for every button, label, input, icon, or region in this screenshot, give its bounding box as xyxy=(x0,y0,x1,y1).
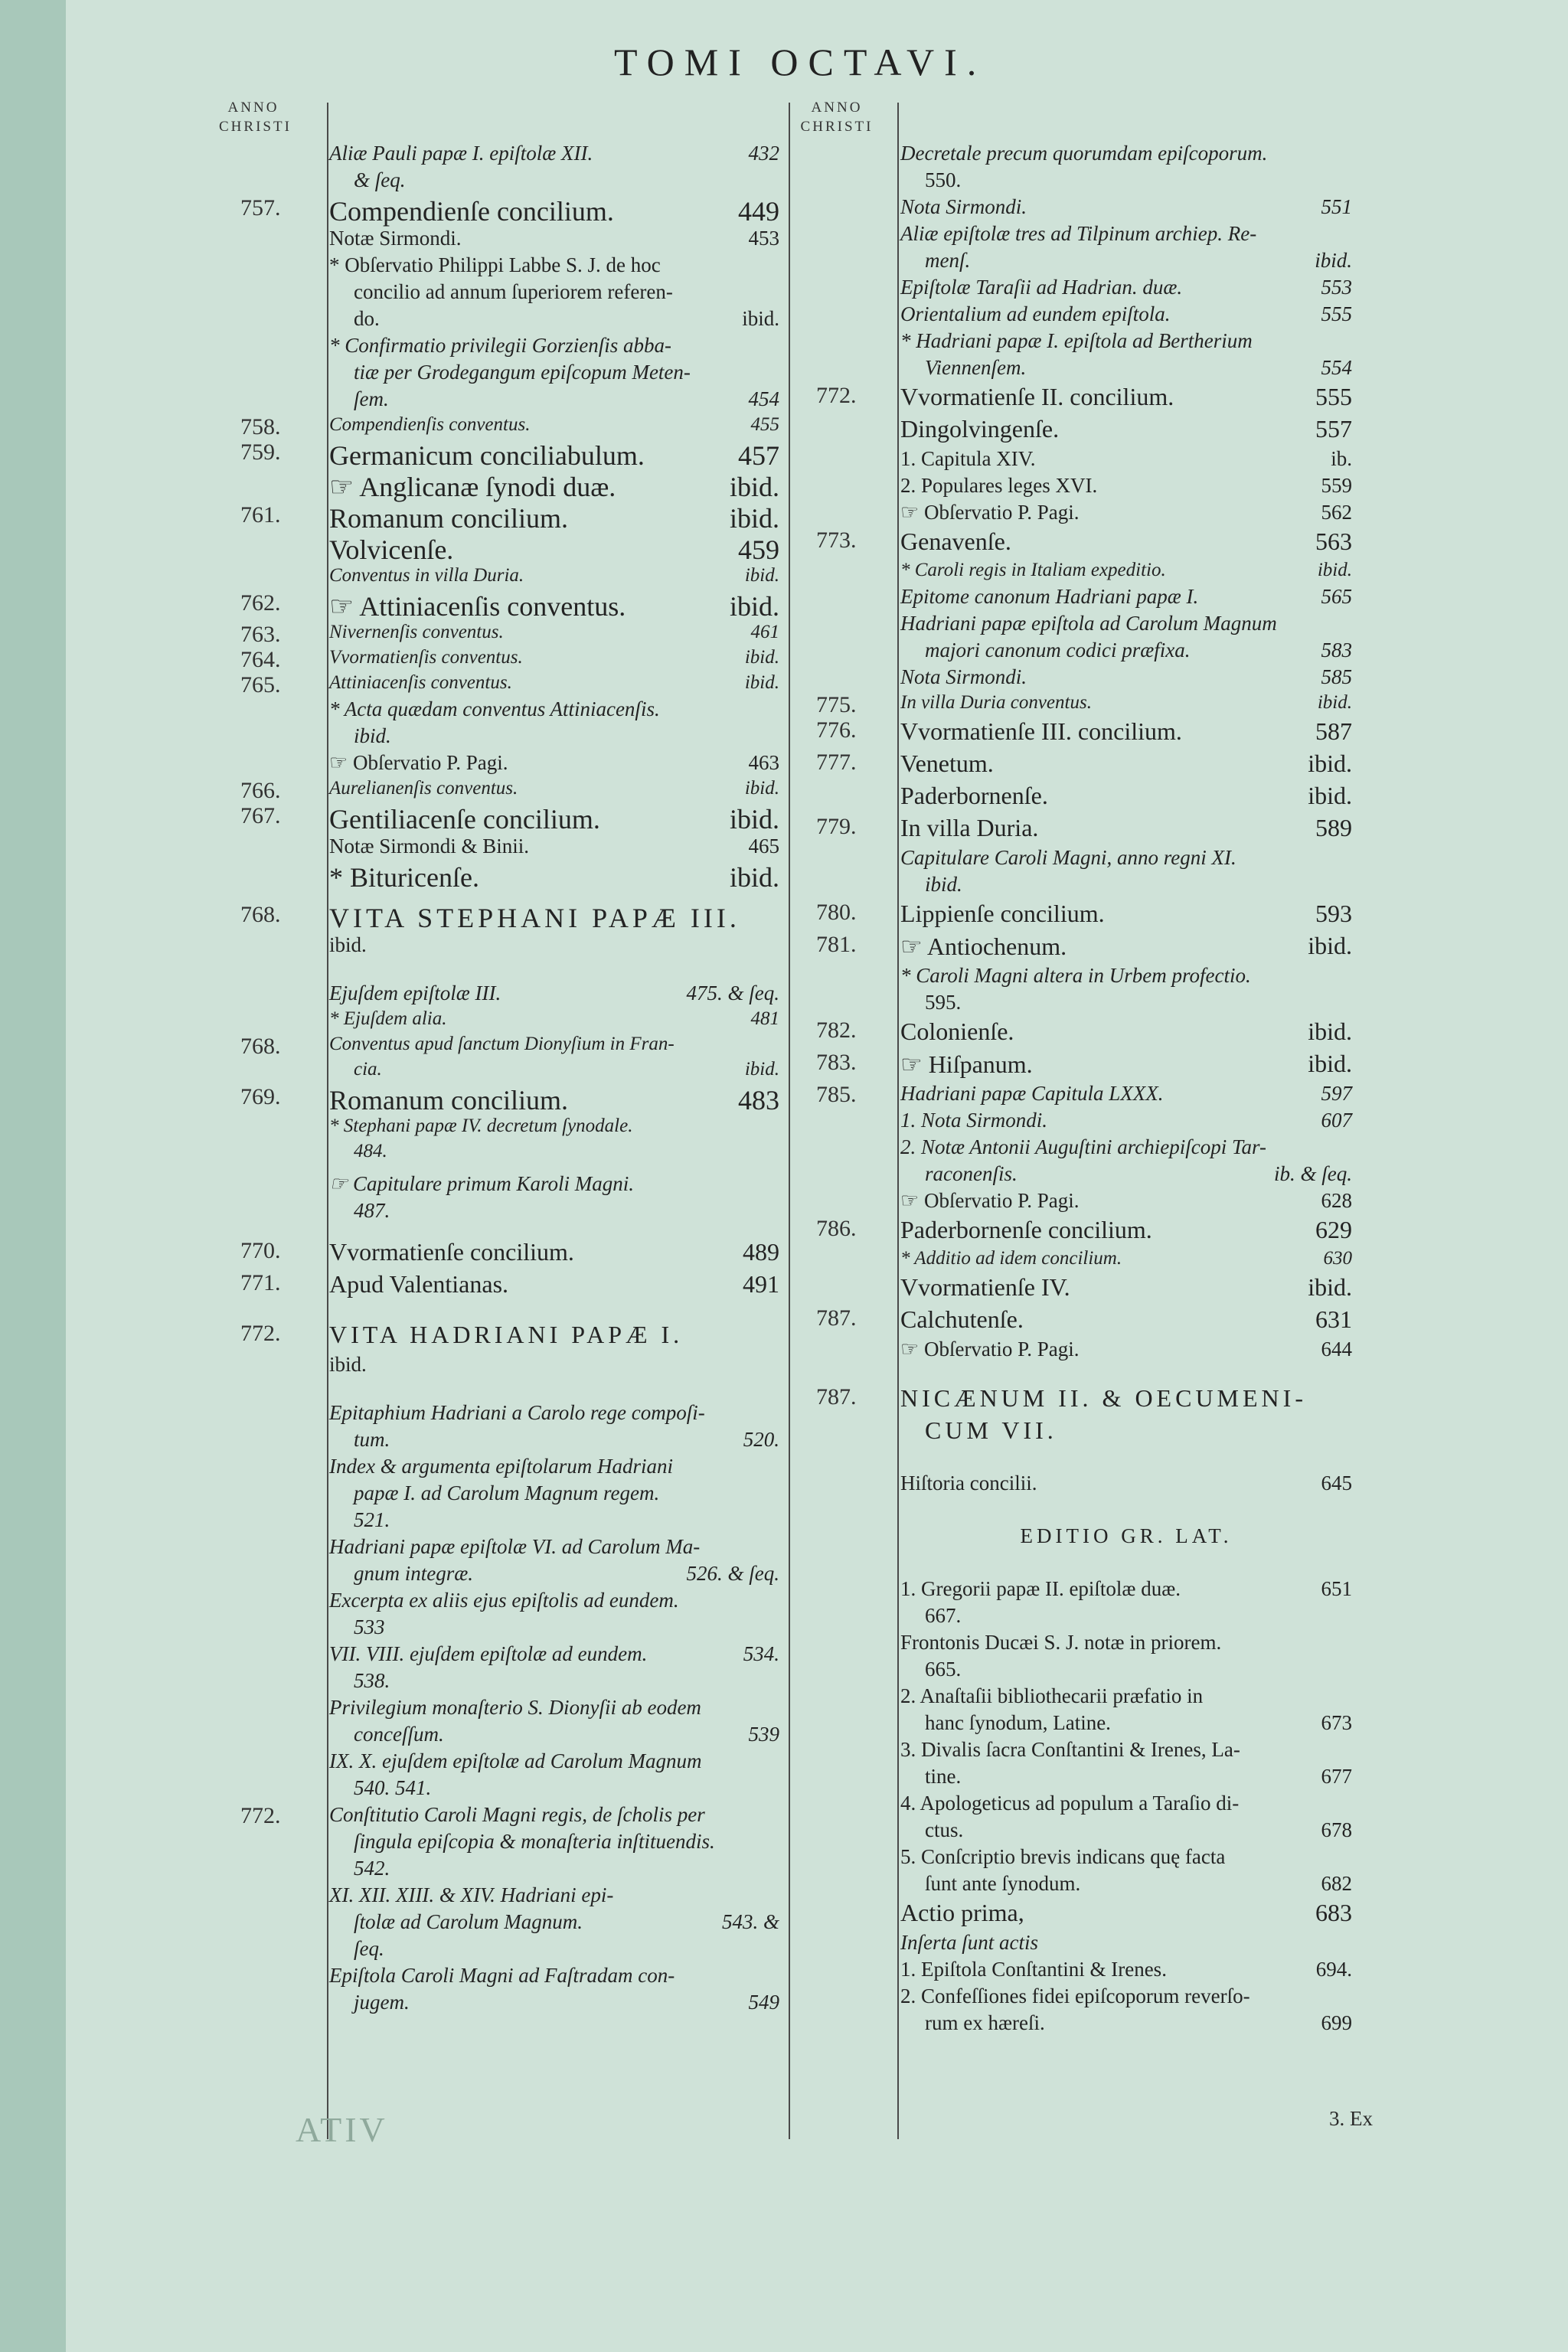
entry-page-number: 526. & ſeq. xyxy=(686,1562,779,1585)
entry-page-number: 593 xyxy=(1315,900,1352,927)
bleed-through-text: ATIV xyxy=(296,2110,388,2149)
entry-page-number: 539 xyxy=(748,1723,779,1746)
entry-title: ☞ Obſervatio P. Pagi. xyxy=(900,1338,1080,1361)
entry-title: In villa Duria conventus. xyxy=(900,692,1092,713)
entry-title: Gentiliacenſe concilium. xyxy=(329,804,600,835)
entry-title: 540. 541. xyxy=(354,1776,432,1799)
entry-title: * Caroli Magni altera in Urbem profectio. xyxy=(900,964,1251,987)
entry-year: 762. xyxy=(240,590,281,616)
entry-page-number: 555 xyxy=(1321,302,1352,325)
entry-year: 763. xyxy=(240,622,281,647)
entry-title: Actio prima, xyxy=(900,1899,1024,1926)
entry-page-number: ibid. xyxy=(1308,750,1352,777)
entry-page-number: 630 xyxy=(1323,1248,1352,1269)
entry-title: Calchutenſe. xyxy=(900,1305,1024,1333)
entry-title: Vvormatienſe IV. xyxy=(900,1273,1070,1301)
entry-title: ☞ Obſervatio P. Pagi. xyxy=(900,1189,1080,1212)
entry-title: * Ejuſdem alia. xyxy=(329,1008,447,1029)
entry-page-number: 585 xyxy=(1321,665,1352,688)
entry-year: 769. xyxy=(240,1084,281,1109)
entry-title: tine. xyxy=(925,1765,962,1788)
entry-page-number: 583 xyxy=(1321,639,1352,662)
entry-title: Vvormatienſe concilium. xyxy=(329,1238,574,1266)
entry-title: * Obſervatio Philippi Labbe S. J. de hoc xyxy=(329,253,661,276)
entry-year: 787. xyxy=(816,1384,857,1410)
entry-title: Venetum. xyxy=(900,750,994,777)
entry-title: Paderbornenſe concilium. xyxy=(900,1216,1152,1243)
entry-page-number: ibid. xyxy=(1308,782,1352,809)
entry-year: 761. xyxy=(240,502,281,528)
entry-year: 775. xyxy=(816,692,857,717)
entry-title: Privilegium monaſterio S. Dionyſii ab eodem xyxy=(329,1696,701,1719)
entry-title: Aurelianenſis conventus. xyxy=(329,778,518,799)
entry-title: Viennenſem. xyxy=(925,356,1027,379)
entry-title: 1. Capitula XIV. xyxy=(900,447,1036,470)
entry-page-number: ibid. xyxy=(744,1059,779,1080)
entry-title: Vvormatienſe III. concilium. xyxy=(900,717,1182,745)
entry-title: Conventus in villa Duria. xyxy=(329,565,524,586)
entry-year: 786. xyxy=(816,1216,857,1241)
entry-year: 767. xyxy=(240,803,281,828)
entry-title: VITA STEPHANI PAPÆ III. xyxy=(329,903,740,933)
entry-page-number: ib. & ſeq. xyxy=(1274,1162,1352,1185)
entry-title: 665. xyxy=(925,1658,962,1681)
entry-year: 779. xyxy=(816,814,857,839)
entry-title: 1. Nota Sirmondi. xyxy=(900,1109,1048,1132)
entry-title: ☞ Obſervatio P. Pagi. xyxy=(900,501,1080,524)
entry-page-number: ibid. xyxy=(744,672,779,693)
entry-title: ☞ Hiſpanum. xyxy=(900,1050,1033,1078)
entry-title: 484. xyxy=(354,1141,387,1161)
entry-title: ibid. xyxy=(329,1353,367,1376)
entry-page-number: 432 xyxy=(748,142,779,165)
entry-page-number: 694. xyxy=(1315,1958,1352,1981)
entry-title: Volvicenſe. xyxy=(329,534,454,565)
entry-page-number: 678 xyxy=(1321,1818,1352,1841)
entry-title: Decretale precum quorumdam epiſcoporum. xyxy=(900,142,1268,165)
entry-title: & ſeq. xyxy=(354,168,406,191)
entry-page-number: 459 xyxy=(738,534,779,565)
entry-page-number: 554 xyxy=(1321,356,1352,379)
entry-title: gnum integræ. xyxy=(354,1562,474,1585)
entry-page-number: ibid. xyxy=(729,804,779,835)
entry-title: Excerpta ex aliis ejus epiſtolis ad eundem. xyxy=(329,1589,679,1612)
entry-title: Compendienſe concilium. xyxy=(329,196,614,227)
entry-title: Nota Sirmondi. xyxy=(900,195,1027,218)
entry-page-number: 551 xyxy=(1321,195,1352,218)
entry-title: do. xyxy=(354,307,380,330)
entry-page-number: 645 xyxy=(1321,1472,1352,1494)
entry-page-number: 491 xyxy=(743,1270,779,1298)
entry-page-number: 597 xyxy=(1321,1082,1352,1105)
entry-page-number: 463 xyxy=(748,751,779,774)
entry-title: 2. Confeſſiones fidei epiſcoporum reverſo- xyxy=(900,1984,1250,2007)
entry-page-number: ibid. xyxy=(729,591,779,622)
entry-title: NICÆNUM II. & OECUMENI- xyxy=(900,1384,1307,1412)
entry-title: Hiſtoria concilii. xyxy=(900,1472,1037,1494)
entry-page-number: 677 xyxy=(1321,1765,1352,1788)
entry-page-number: 651 xyxy=(1321,1577,1352,1600)
entry-page-number: 557 xyxy=(1315,415,1352,443)
entry-title: papæ I. ad Carolum Magnum regem. xyxy=(354,1481,660,1504)
right-year-header: ANNO CHRISTI xyxy=(800,100,874,135)
entry-year: 787. xyxy=(816,1305,857,1331)
entry-page-number: 455 xyxy=(750,414,779,435)
entry-page-number: ibid. xyxy=(744,778,779,799)
entry-page-number: 699 xyxy=(1321,2011,1352,2034)
entry-title: * Bituricenſe. xyxy=(329,862,479,893)
entry-title: CUM VII. xyxy=(925,1416,1057,1444)
entry-title: Hadriani papæ epiſtolæ VI. ad Carolum Ma- xyxy=(329,1535,701,1558)
entry-title: IX. X. ejuſdem epiſtolæ ad Carolum Magnum xyxy=(329,1749,702,1772)
entry-year: 771. xyxy=(240,1270,281,1295)
entry-page-number: 631 xyxy=(1315,1305,1352,1333)
entry-title: Conſtitutio Caroli Magni regis, de ſcholis per xyxy=(329,1803,705,1826)
entry-page-number: 553 xyxy=(1321,276,1352,299)
entry-title: hanc ſynodum, Latine. xyxy=(925,1711,1111,1734)
entry-page-number: ibid. xyxy=(1308,1050,1352,1077)
entry-page-number: 565 xyxy=(1321,585,1352,608)
entry-title: Paderbornenſe. xyxy=(900,782,1048,809)
entry-page-number: 559 xyxy=(1321,474,1352,497)
entry-title: Germanicum conciliabulum. xyxy=(329,440,645,471)
entry-title: Epitaphium Hadriani a Carolo rege compoſi- xyxy=(329,1401,705,1424)
entry-title: * Confirmatio privilegii Gorzienſis abba- xyxy=(329,334,672,357)
entry-title: raconenſis. xyxy=(925,1162,1018,1185)
entry-title: Vvormatienſis conventus. xyxy=(329,647,523,668)
entry-title: ibid. xyxy=(354,724,391,747)
entry-page-number: 520. xyxy=(743,1428,779,1451)
entry-page-number: 628 xyxy=(1321,1189,1352,1212)
entry-page-number: 449 xyxy=(738,196,779,227)
entry-title: 1. Epiſtola Conſtantini & Irenes. xyxy=(900,1958,1167,1981)
entry-title: ☞ Obſervatio P. Pagi. xyxy=(329,751,508,774)
entry-page-number: ibid. xyxy=(744,565,779,586)
entry-page-number: 607 xyxy=(1321,1109,1352,1132)
entry-title: Romanum concilium. xyxy=(329,1085,568,1116)
left-year-header: ANNO CHRISTI xyxy=(219,100,292,135)
entry-title: Conventus apud ſanctum Dionyſium in Fran- xyxy=(329,1034,675,1054)
entry-year: 758. xyxy=(240,414,281,439)
entry-title: 667. xyxy=(925,1604,962,1627)
entry-year: 770. xyxy=(240,1238,281,1263)
entry-title: Ejuſdem epiſtolæ III. xyxy=(329,982,501,1004)
entry-title: Capitulare Caroli Magni, anno regni XI. xyxy=(900,846,1236,869)
entry-year: 768. xyxy=(240,902,281,927)
entry-title: 538. xyxy=(354,1669,390,1692)
entry-title: 487. xyxy=(354,1199,390,1222)
catchword: 3. Ex xyxy=(1329,2107,1373,2130)
entry-title: Index & argumenta epiſtolarum Hadriani xyxy=(329,1455,673,1478)
entry-title: Epiſtolæ Taraſii ad Hadrian. duæ. xyxy=(900,276,1183,299)
entry-page-number: 683 xyxy=(1315,1899,1352,1926)
entry-year: 772. xyxy=(240,1321,281,1346)
entry-title: Romanum concilium. xyxy=(329,503,568,534)
entry-title: Aliæ Pauli papæ I. epiſtolæ XII. xyxy=(329,142,593,165)
entry-page-number: 589 xyxy=(1315,814,1352,841)
entry-title: 2. Anaſtaſii bibliothecarii præfatio in xyxy=(900,1684,1204,1707)
entry-year: 772. xyxy=(816,383,857,408)
entry-title: ſingula epiſcopia & monaſteria inſtituendis. xyxy=(354,1830,715,1853)
center-column-rule xyxy=(789,103,790,2139)
entry-page-number: 534. xyxy=(743,1642,779,1665)
entry-title: Notæ Sirmondi & Binii. xyxy=(329,835,530,858)
entry-year: 759. xyxy=(240,439,281,465)
entry-year: 766. xyxy=(240,778,281,803)
entry-title: Genavenſe. xyxy=(900,528,1011,555)
entry-title: rum ex hæreſi. xyxy=(925,2011,1045,2034)
entry-title: Attiniacenſis conventus. xyxy=(329,672,512,693)
entry-title: ſem. xyxy=(354,387,389,410)
entry-year: 781. xyxy=(816,932,857,957)
entry-title: EDITIO GR. LAT. xyxy=(1020,1524,1233,1547)
entry-page-number: 543. & xyxy=(721,1910,779,1933)
right-column-rule xyxy=(897,103,899,2139)
entry-page-number: 555 xyxy=(1315,383,1352,410)
entry-year: 780. xyxy=(816,900,857,925)
left-column-rule xyxy=(327,103,328,2139)
entry-title: tum. xyxy=(354,1428,390,1451)
entry-page-number: 629 xyxy=(1315,1216,1352,1243)
entry-page-number: ibid. xyxy=(729,503,779,534)
entry-title: conceſſum. xyxy=(354,1723,444,1746)
entry-page-number: 454 xyxy=(748,387,779,410)
entry-title: 533 xyxy=(354,1615,385,1638)
entry-title: ☞ Attiniacenſis conventus. xyxy=(329,591,626,622)
entry-title: Compendienſis conventus. xyxy=(329,414,531,435)
entry-page-number: 549 xyxy=(748,1991,779,2014)
entry-year: 783. xyxy=(816,1050,857,1075)
entry-page-number: 465 xyxy=(748,835,779,858)
entry-page-number: 563 xyxy=(1315,528,1352,555)
entry-title: Hadriani papæ epiſtola ad Carolum Magnum xyxy=(900,612,1277,635)
entry-title: ſeq. xyxy=(354,1937,384,1960)
entry-page-number: 587 xyxy=(1315,717,1352,745)
entry-page-number: ibid. xyxy=(729,862,779,893)
entry-title: Lippienſe concilium. xyxy=(900,900,1105,927)
entry-title: ſtolæ ad Carolum Magnum. xyxy=(354,1910,583,1933)
entry-page-number: 489 xyxy=(743,1238,779,1266)
entry-year: 768. xyxy=(240,1034,281,1059)
entry-title: Orientalium ad eundem epiſtola. xyxy=(900,302,1171,325)
entry-title: VII. VIII. ejuſdem epiſtolæ ad eundem. xyxy=(329,1642,648,1665)
entry-title: XI. XII. XIII. & XIV. Hadriani epi- xyxy=(329,1883,614,1906)
entry-page-number: ibid. xyxy=(729,472,779,502)
entry-title: Aliæ epiſtolæ tres ad Tilpinum archiep. Re- xyxy=(900,222,1257,245)
entry-title: Inſerta ſunt actis xyxy=(900,1931,1038,1954)
page-title: TOMI OCTAVI. xyxy=(614,41,987,83)
entry-title: 542. xyxy=(354,1857,390,1880)
entry-year: 765. xyxy=(240,672,281,697)
entry-title: * Stephani papæ IV. decretum ſynodale. xyxy=(329,1116,633,1136)
entry-title: cia. xyxy=(354,1059,382,1080)
entry-year: 757. xyxy=(240,195,281,220)
entry-page-number: 682 xyxy=(1321,1872,1352,1895)
entry-title: 1. Gregorii papæ II. epiſtolæ duæ. xyxy=(900,1577,1181,1600)
entry-title: * Additio ad idem concilium. xyxy=(900,1248,1122,1269)
entry-page-number: 673 xyxy=(1321,1711,1352,1734)
entry-title: ☞ Antiochenum. xyxy=(900,933,1067,960)
entry-title: In villa Duria. xyxy=(900,814,1039,841)
entry-title: Notæ Sirmondi. xyxy=(329,227,462,250)
entry-title: ſunt ante ſynodum. xyxy=(925,1872,1081,1895)
entry-title: ☞ Capitulare primum Karoli Magni. xyxy=(329,1172,634,1195)
entry-title: Nota Sirmondi. xyxy=(900,665,1027,688)
entry-page-number: ibid. xyxy=(1317,692,1352,713)
entry-page-number: ibid. xyxy=(1317,560,1352,580)
entry-title: 2. Populares leges XVI. xyxy=(900,474,1098,497)
entry-page-number: 475. & ſeq. xyxy=(686,982,779,1004)
entry-title: ibid. xyxy=(329,933,367,956)
entry-title: Epiſtola Caroli Magni ad Faſtradam con- xyxy=(329,1964,675,1987)
entry-title: 5. Conſcriptio brevis indicans quę facta xyxy=(900,1845,1226,1868)
entry-title: 521. xyxy=(354,1508,390,1531)
entry-title: Dingolvingenſe. xyxy=(900,415,1060,443)
entry-title: tiæ per Grodegangum epiſcopum Meten- xyxy=(354,361,691,384)
entry-page-number: ibid. xyxy=(1308,932,1352,959)
entry-title: Apud Valentianas. xyxy=(329,1270,509,1298)
entry-title: ibid. xyxy=(925,873,962,896)
entry-title: 550. xyxy=(925,168,962,191)
entry-title: menſ. xyxy=(925,249,971,272)
entry-page-number: 562 xyxy=(1321,501,1352,524)
entry-title: VITA HADRIANI PAPÆ I. xyxy=(329,1321,684,1348)
entry-page-number: ibid. xyxy=(1308,1273,1352,1301)
entry-title: ☞ Anglicanæ ſynodi duæ. xyxy=(329,472,616,502)
entry-page-number: 461 xyxy=(750,622,779,642)
entry-title: Hadriani papæ Capitula LXXX. xyxy=(900,1082,1164,1105)
entry-year: 764. xyxy=(240,647,281,672)
entry-title: jugem. xyxy=(354,1991,410,2014)
entry-year: 772. xyxy=(240,1803,281,1828)
entry-page-number: 481 xyxy=(750,1008,779,1029)
entry-title: Vvormatienſe II. concilium. xyxy=(900,383,1174,410)
entry-title: * Caroli regis in Italiam expeditio. xyxy=(900,560,1166,580)
entry-year: 773. xyxy=(816,528,857,553)
entry-page-number: 644 xyxy=(1321,1338,1352,1361)
entry-page-number: 453 xyxy=(748,227,779,250)
entry-page-number: 483 xyxy=(738,1085,779,1116)
entry-page-number: 457 xyxy=(738,440,779,471)
entry-page-number: ibid. xyxy=(1308,1018,1352,1045)
entry-year: 777. xyxy=(816,750,857,775)
entry-page-number: ibid. xyxy=(744,647,779,668)
entry-year: 782. xyxy=(816,1018,857,1043)
entry-title: 4. Apologeticus ad populum a Taraſio di- xyxy=(900,1792,1240,1815)
entry-title: ctus. xyxy=(925,1818,964,1841)
entry-page-number: ibid. xyxy=(1315,249,1352,272)
entry-title: * Hadriani papæ I. epiſtola ad Bertherium xyxy=(900,329,1253,352)
entry-title: * Acta quædam conventus Attiniacenſis. xyxy=(329,697,660,720)
page xyxy=(66,0,1568,2352)
entry-year: 785. xyxy=(816,1082,857,1107)
entry-title: concilio ad annum ſuperiorem referen- xyxy=(354,280,673,303)
entry-title: Epitome canonum Hadriani papæ I. xyxy=(900,585,1199,608)
entry-page-number: ib. xyxy=(1331,447,1352,470)
entry-page-number: ibid. xyxy=(742,307,779,330)
entry-title: 2. Notæ Antonii Auguſtini archiepiſcopi Tar- xyxy=(900,1135,1266,1158)
entry-title: Nivernenſis conventus. xyxy=(329,622,504,642)
entry-title: Frontonis Ducæi S. J. notæ in priorem. xyxy=(900,1631,1222,1654)
entry-title: majori canonum codici præfixa. xyxy=(925,639,1191,662)
entry-year: 776. xyxy=(816,717,857,743)
entry-title: 3. Divalis ſacra Conſtantini & Irenes, La- xyxy=(900,1738,1240,1761)
entry-title: Colonienſe. xyxy=(900,1018,1014,1045)
entry-title: 595. xyxy=(925,991,962,1014)
